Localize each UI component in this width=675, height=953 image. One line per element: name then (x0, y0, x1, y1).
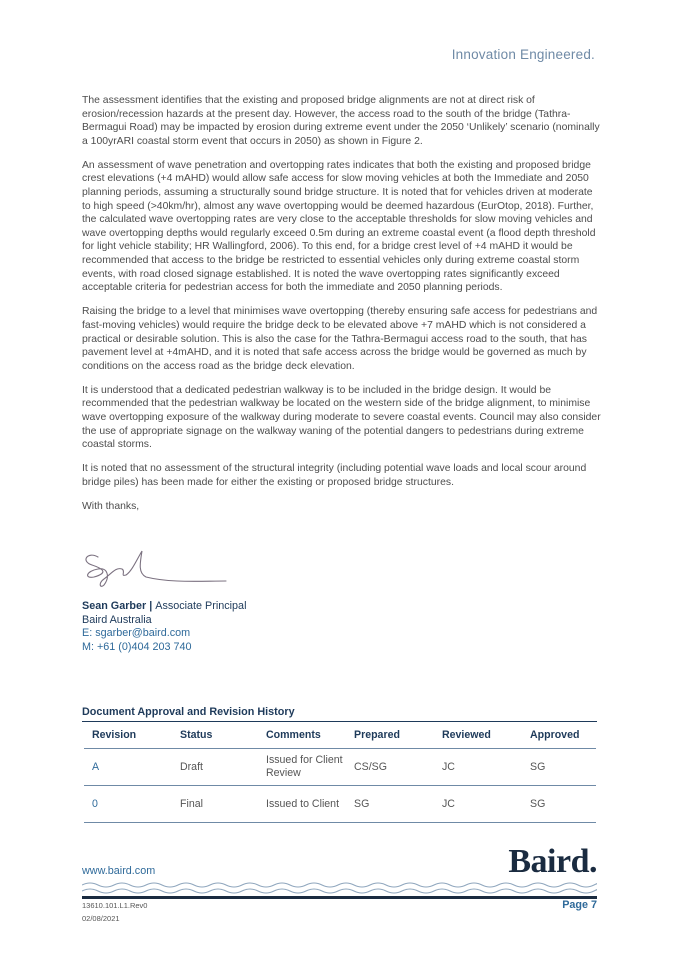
signatory-name: Sean Garber (82, 600, 147, 612)
footer-rule (82, 896, 597, 899)
wave-line-upper (82, 883, 597, 887)
column-header-status: Status (172, 722, 258, 749)
cell-prepared: SG (346, 786, 434, 823)
signatory-email[interactable]: E: sgarber@baird.com (82, 627, 191, 640)
signature-image (80, 543, 230, 593)
column-header-reviewed: Reviewed (434, 722, 522, 749)
cell-comments: Issued to Client (258, 786, 346, 823)
cell-approved: SG (522, 749, 596, 786)
paragraph-erosion: The assessment identifies that the existing and proposed bridge alignments are not at direct risk of erosion/recession hazards at the present day. However, the access road to the south of the bridge (Tathra-Bermagui Road) may be impacted by erosion during extreme event under the 2050 ‘Unlikely’ scenario (nominally a 100yrARI coastal storm event that occurs in 2050) as shown in Figure 2. (82, 95, 600, 147)
header-tagline: Innovation Engineered. (451, 47, 595, 62)
cell-status: Draft (172, 749, 258, 786)
signatory-organisation: Baird Australia (82, 613, 152, 626)
cell-reviewed: JC (434, 749, 522, 786)
paragraph-pedestrian-walkway: It is understood that a dedicated pedestrian walkway is to be included in the bridge design. It would be recommended that the pedestrian walkway be located on the western side of the bridge alignment, to minimise wave overtopping exposure of the walkway during moderate to severe coastal events. Council may also consider the use of appropriate signage on the walkway waning of the potential dangers to pedestrians during extreme coastal storms. (82, 384, 601, 451)
paragraph-raising-bridge: Raising the bridge to a level that minimises wave overtopping (thereby ensuring safe access for pedestrians and fast-moving vehicles) would require the bridge deck to be elevated above +7 mAHD which is not considered a practical or desirable solution. This is also the case for the Tathra-Bermagui access road to the south, that has pavement level at +4mAHD, and it is noted that safe access across the bridge would be governed as much by conditions on the access road as the bridge deck elevation. (82, 306, 598, 372)
footer-website-link[interactable]: www.baird.com (82, 865, 156, 877)
column-header-revision: Revision (84, 722, 172, 749)
approval-section (82, 706, 597, 823)
closing-salutation: With thanks, (82, 500, 140, 512)
page-number: Page 7 (562, 899, 597, 911)
paragraph-overtopping: An assessment of wave penetration and overtopping rates indicates that both the existing and proposed bridge crest elevations (+4 mAHD) would allow safe access for slow moving vehicles at both the Immediate and 2050 planning periods, assuming a structurally sound bridge structure. It is noted that for vehicles driven at moderate to high speed (>40km/hr), almost any wave overtopping would be deemed hazardous (EurOtop, 2018). Further, the calculated wave overtopping rates are very close to the acceptable thresholds for slow moving vehicles and wave overtopping depths would regularly exceed 0.5m during an extreme coastal event (a flood depth threshold for light vehicle stability; HR Wallingford, 2006). To this end, for a bridge crest level of +4 mAHD it would be recommended that access to the bridge be restricted to essential vehicles only during extreme coastal storm events, with road closed signage established. It is noted the wave overtopping rates significantly exceed acceptable criteria for pedestrian access for both the immediate and 2050 planning periods. (82, 159, 596, 294)
column-header-approved: Approved (522, 722, 596, 749)
paragraph-structural-integrity: It is noted that no assessment of the structural integrity (including potential wave loads and local scour around bridge piles) has been made for either the existing or proposed bridge structures. (82, 463, 587, 488)
revision-history-table (84, 722, 596, 823)
signatory-mobile[interactable]: M: +61 (0)404 203 740 (82, 641, 192, 654)
signatory-title: Associate Principal (155, 600, 247, 612)
baird-logo: Baird. (508, 843, 597, 880)
document-date: 02/08/2021 (82, 914, 120, 923)
cell-reviewed: JC (434, 786, 522, 823)
letter-body (82, 94, 602, 524)
name-separator: | (146, 600, 156, 612)
cell-prepared: CS/SG (346, 749, 434, 786)
table-header-row (84, 722, 596, 749)
column-header-prepared: Prepared (346, 722, 434, 749)
table-row (84, 786, 596, 823)
cell-revision: 0 (84, 786, 172, 823)
cell-revision: A (84, 749, 172, 786)
column-header-comments: Comments (258, 722, 346, 749)
table-row (84, 749, 596, 786)
cell-status: Final (172, 786, 258, 823)
wave-line-lower (82, 889, 597, 893)
document-reference: 13610.101.L1.Rev0 (82, 901, 148, 910)
cell-comments: Issued for Client Review (258, 749, 346, 786)
footer-wave-divider (82, 880, 597, 902)
approval-title: Document Approval and Revision History (82, 706, 597, 722)
cell-approved: SG (522, 786, 596, 823)
signature-block (82, 600, 246, 655)
